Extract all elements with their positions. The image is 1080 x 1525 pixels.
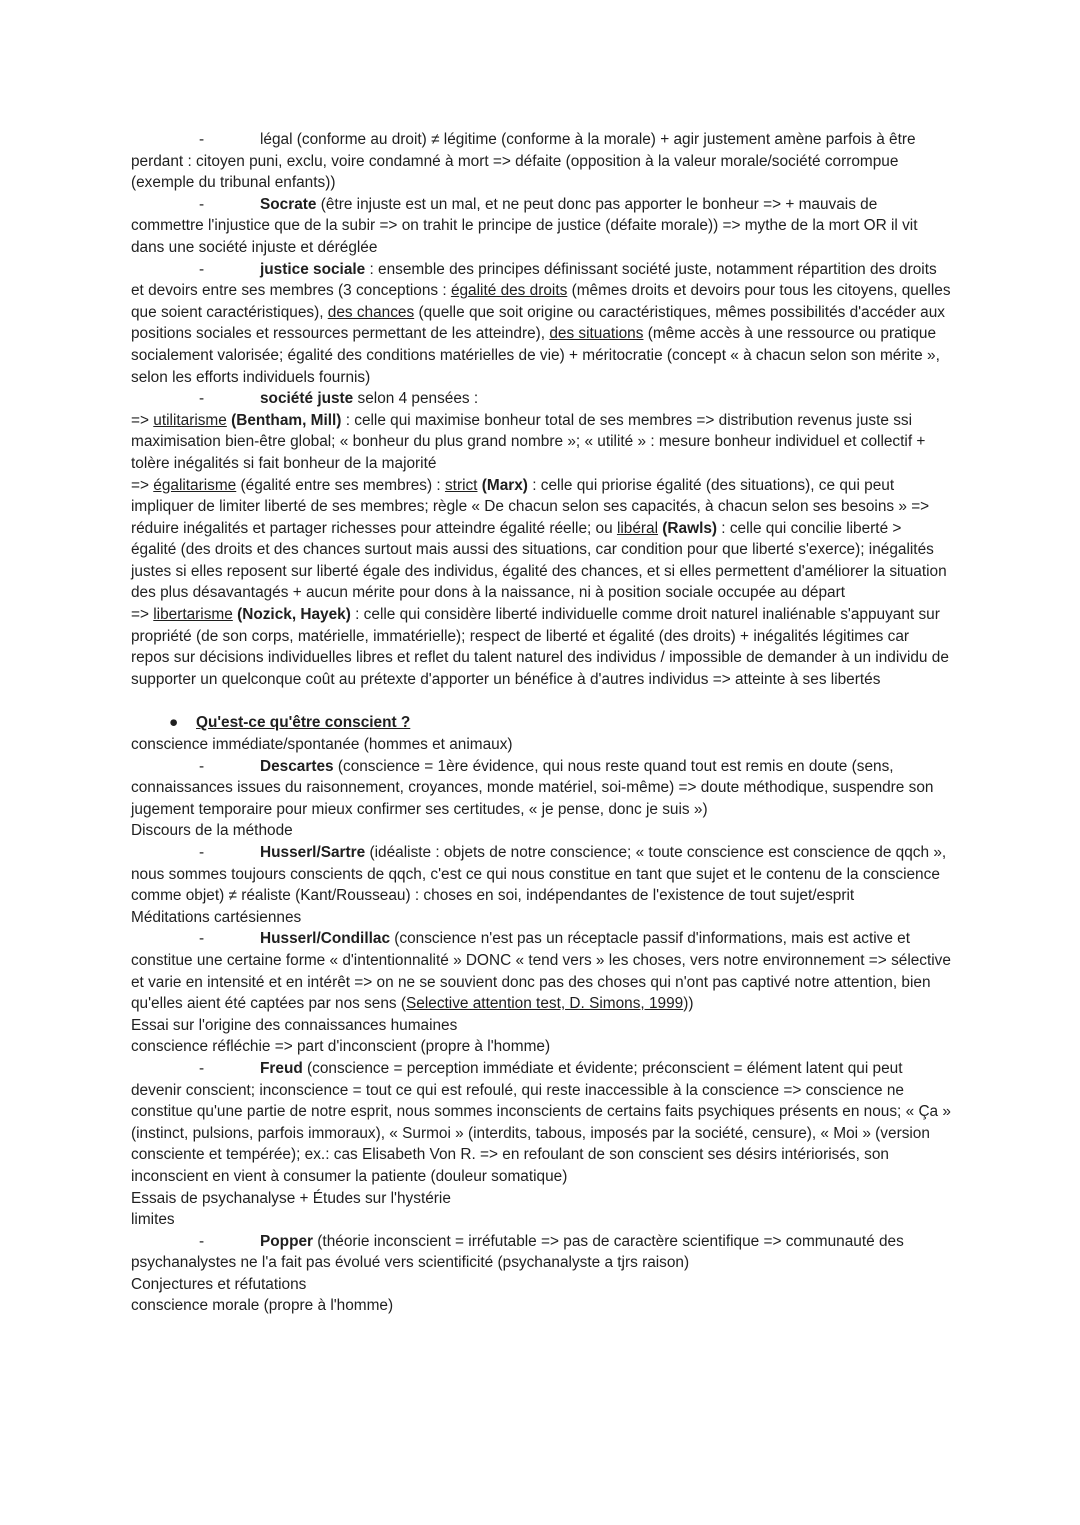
legal-text: légal (conforme au droit) ≠ légitime (conforme à la morale) + agir justement amène parfois à être perdant : citoyen puni, exclu, voire condamné à mort => défaite (opposition à la valeur morale/société corrompue (exemple du tribunal enfants)) <box>131 131 916 192</box>
arrow-prefix: => <box>131 476 154 494</box>
utilitarisme-authors: (Bentham, Mill) <box>231 411 342 429</box>
dash-marker: - <box>199 757 205 775</box>
freud-book: Essais de psychanalyse + Études sur l'hystérie <box>131 1189 451 1207</box>
liberal-term: libéral <box>616 519 659 537</box>
justice-sociale-name: justice sociale <box>260 260 366 278</box>
conscience-heading <box>131 712 951 734</box>
socrate-text: (être injuste est un mal, et ne peut donc pas apporter le bonheur => + mauvais de commettre l'injustice que de la subir => on trahit le principe de justice (défaite morale)) => mythe de la mort OR il vit dans une société injuste et déréglée <box>131 195 918 256</box>
egalite-droits-term: égalité des droits <box>450 282 568 300</box>
dash-marker: - <box>199 390 205 408</box>
conscience-immediate-line: conscience immédiate/spontanée (hommes et animaux) <box>131 736 513 754</box>
husserl-condillac-end: )) <box>683 995 694 1013</box>
dash-marker: - <box>199 844 205 861</box>
societe-juste-name: société juste <box>260 390 354 408</box>
arrow-prefix: => <box>131 411 154 429</box>
bullet-marker: ● <box>169 714 179 732</box>
husserl-sartre-book: Méditations cartésiennes <box>131 908 302 926</box>
socrate-item <box>131 194 951 259</box>
dash-marker: - <box>199 195 205 213</box>
husserl-sartre-name: Husserl/Sartre <box>260 844 366 861</box>
descartes-name: Descartes <box>260 757 334 775</box>
justice-sociale-item <box>131 259 951 389</box>
section-spacer <box>131 690 951 712</box>
socrate-name: Socrate <box>260 195 317 213</box>
husserl-condillac-text: (conscience n'est pas un réceptacle passif d'informations, mais est active et constitue une certaine forme « d'intentionnalité » DONC « tend vers » les choses, vers notre environnement => sélective et varie en intensité et en intérêt => on ne se souvient donc pas des choses qui n'ont pas captivé notre attention, bien qu'elles aient été captées par nos sens ( <box>131 930 951 1013</box>
utilitarisme-text: : celle qui maximise bonheur total de ses membres => distribution revenus juste ssi maximisation bien-être global; « bonheur du plus grand nombre »; « utilité » : mesure bonheur individuel et collectif + tolère inégalités si fait bonheur de la majorité <box>131 411 926 472</box>
dash-marker: - <box>199 1059 205 1077</box>
limites-line: limites <box>131 1211 175 1229</box>
utilitarisme-term: utilitarisme <box>153 411 227 429</box>
popper-text: (théorie inconscient = irréfutable => pas de caractère scientifique => communauté des psychanalystes ne l'a fait pas évolué vers scientificité (psychanalyste a tjrs raison) <box>131 1232 904 1272</box>
des-situations-term: des situations <box>549 325 644 343</box>
strict-term: strict <box>444 476 478 494</box>
dash-marker: - <box>199 131 205 148</box>
justice-sociale-text-2: (mêmes droits et devoirs pour tous les citoyens, quelles que soient caractéristiques), <box>131 282 951 321</box>
popper-book: Conjectures et réfutations <box>131 1275 307 1293</box>
des-chances-term: des chances <box>327 303 415 321</box>
legal-item <box>131 129 951 194</box>
freud-text: (conscience = perception immédiate et évidente; préconscient = élément latent qui peut devenir conscient; inconscience = tout ce qui est refoulé, qui reste inaccessible à la conscience => conscience ne constitue qu'une partie de notre esprit, nous sommes inconscients de certains faits psychiques présents en nous; « Ça » (instinct, pulsions, parfois immoraux), « Surmoi » (interdits, tabous, imposés par la société, censure), « Moi » (version consciente et tempérée); ex.: cas Elisabeth Von R. => en refoulant de son conscient ses désirs intériorisés, son inconscient en vient à consumer la patiente (douleur somatique) <box>131 1059 951 1185</box>
justice-sociale-text-3: (quelle que soit origine ou caractéristiques, mêmes possibilités d'accéder aux positions sociales et ressources permettant de les atteindre), <box>131 303 945 343</box>
conscience-heading-text: Qu'est-ce qu'être conscient ? <box>196 714 411 732</box>
husserl-sartre-item <box>131 842 951 907</box>
husserl-condillac-name: Husserl/Condillac <box>260 930 391 948</box>
husserl-sartre-text: (idéaliste : objets de notre conscience; « toute conscience est conscience de qqch », nous sommes toujours conscients de qqch, c'est ce qui nous constitue en tant que sujet et le contenu de la conscience comme objet) ≠ réaliste (Kant/Rousseau) : choses en soi, indépendantes de l'existence de tout sujet/esprit <box>131 844 947 905</box>
document-page <box>131 129 951 1317</box>
descartes-book: Discours de la méthode <box>131 822 293 840</box>
libertarisme-authors: (Nozick, Hayek) <box>237 606 351 624</box>
dash-marker: - <box>199 260 205 278</box>
libertarisme-text: : celle qui considère liberté individuelle comme droit naturel inaliénable s'appuyant sur propriété (de son corps, matérielle, immatérielle); respect de liberté et égalité (des droits) + inégalités légitimes car repos sur décisions individuelles libres et reflet du talent naturel des individus / impossible de demander à un individu de supporter un quelconque coût au prétexte d'apporter un bénéfice à d'autres individus => atteinte à ses libertés <box>131 606 949 688</box>
libertarisme-term: libertarisme <box>153 606 233 624</box>
rawls-author: (Rawls) <box>662 519 718 537</box>
descartes-item <box>131 756 951 821</box>
husserl-condillac-book: Essai sur l'origine des connaissances humaines <box>131 1016 458 1034</box>
dash-marker: - <box>199 1232 205 1250</box>
conscience-reflechie-line: conscience réfléchie => part d'inconscient (propre à l'homme) <box>131 1038 551 1056</box>
utilitarisme-paragraph <box>131 410 951 475</box>
egalitarisme-term: égalitarisme <box>153 476 237 494</box>
selective-attention-link[interactable]: Selective attention test, D. Simons, 1999 <box>406 995 684 1013</box>
freud-name: Freud <box>260 1059 303 1077</box>
conscience-morale-line: conscience morale (propre à l'homme) <box>131 1297 394 1315</box>
libertarisme-paragraph <box>131 604 951 690</box>
dash-marker: - <box>199 930 205 948</box>
egalitarisme-paragraph <box>131 475 951 605</box>
societe-juste-item <box>131 388 951 410</box>
marx-author: (Marx) <box>481 476 528 494</box>
popper-name: Popper <box>260 1232 314 1250</box>
societe-juste-text: selon 4 pensées : <box>353 390 479 408</box>
egalitarisme-text-1: (égalité entre ses membres) : <box>236 476 445 494</box>
justice-sociale-text-1: : ensemble des principes définissant société juste, notamment répartition des droits et devoirs entre ses membres (3 conceptions : <box>131 260 937 300</box>
egalitarisme-text-2: : celle qui priorise égalité (des situations), ce qui peut impliquer de limiter liberté de ses membres; règle « De chacun selon ses capacités, à chacun selon ses besoins » => réduire inégalités et partager richesses pour atteindre égalité réelle; ou <box>131 476 930 537</box>
justice-sociale-text-4: (même accès à une ressource ou pratique socialement valorisée; égalité des conditions matérielles de vie) + méritocratie (concept « à chacun selon son mérite », selon les efforts individuels fournis) <box>131 325 940 386</box>
husserl-condillac-item <box>131 928 951 1014</box>
egalitarisme-text-3: : celle qui concilie liberté > égalité (des droits et des chances surtout mais aussi des situations, car condition pour que liberté s'exerce); inégalités justes si elles reposent sur liberté égale des individus, égalité des chances, et si elles permettent d'améliorer la situation des plus désavantagés + aucun mérite pour dons à la naissance, ni à position sociale occupée au départ <box>131 519 947 602</box>
arrow-prefix: => <box>131 606 154 624</box>
popper-item <box>131 1231 951 1274</box>
freud-item <box>131 1058 951 1188</box>
descartes-text: (conscience = 1ère évidence, qui nous reste quand tout est remis en doute (sens, connaissances issues du raisonnement, croyances, monde matériel, soi-même) => doute méthodique, suspendre son jugement temporaire pour mieux confirmer ses certitudes, « je pense, donc je suis ») <box>131 757 934 818</box>
